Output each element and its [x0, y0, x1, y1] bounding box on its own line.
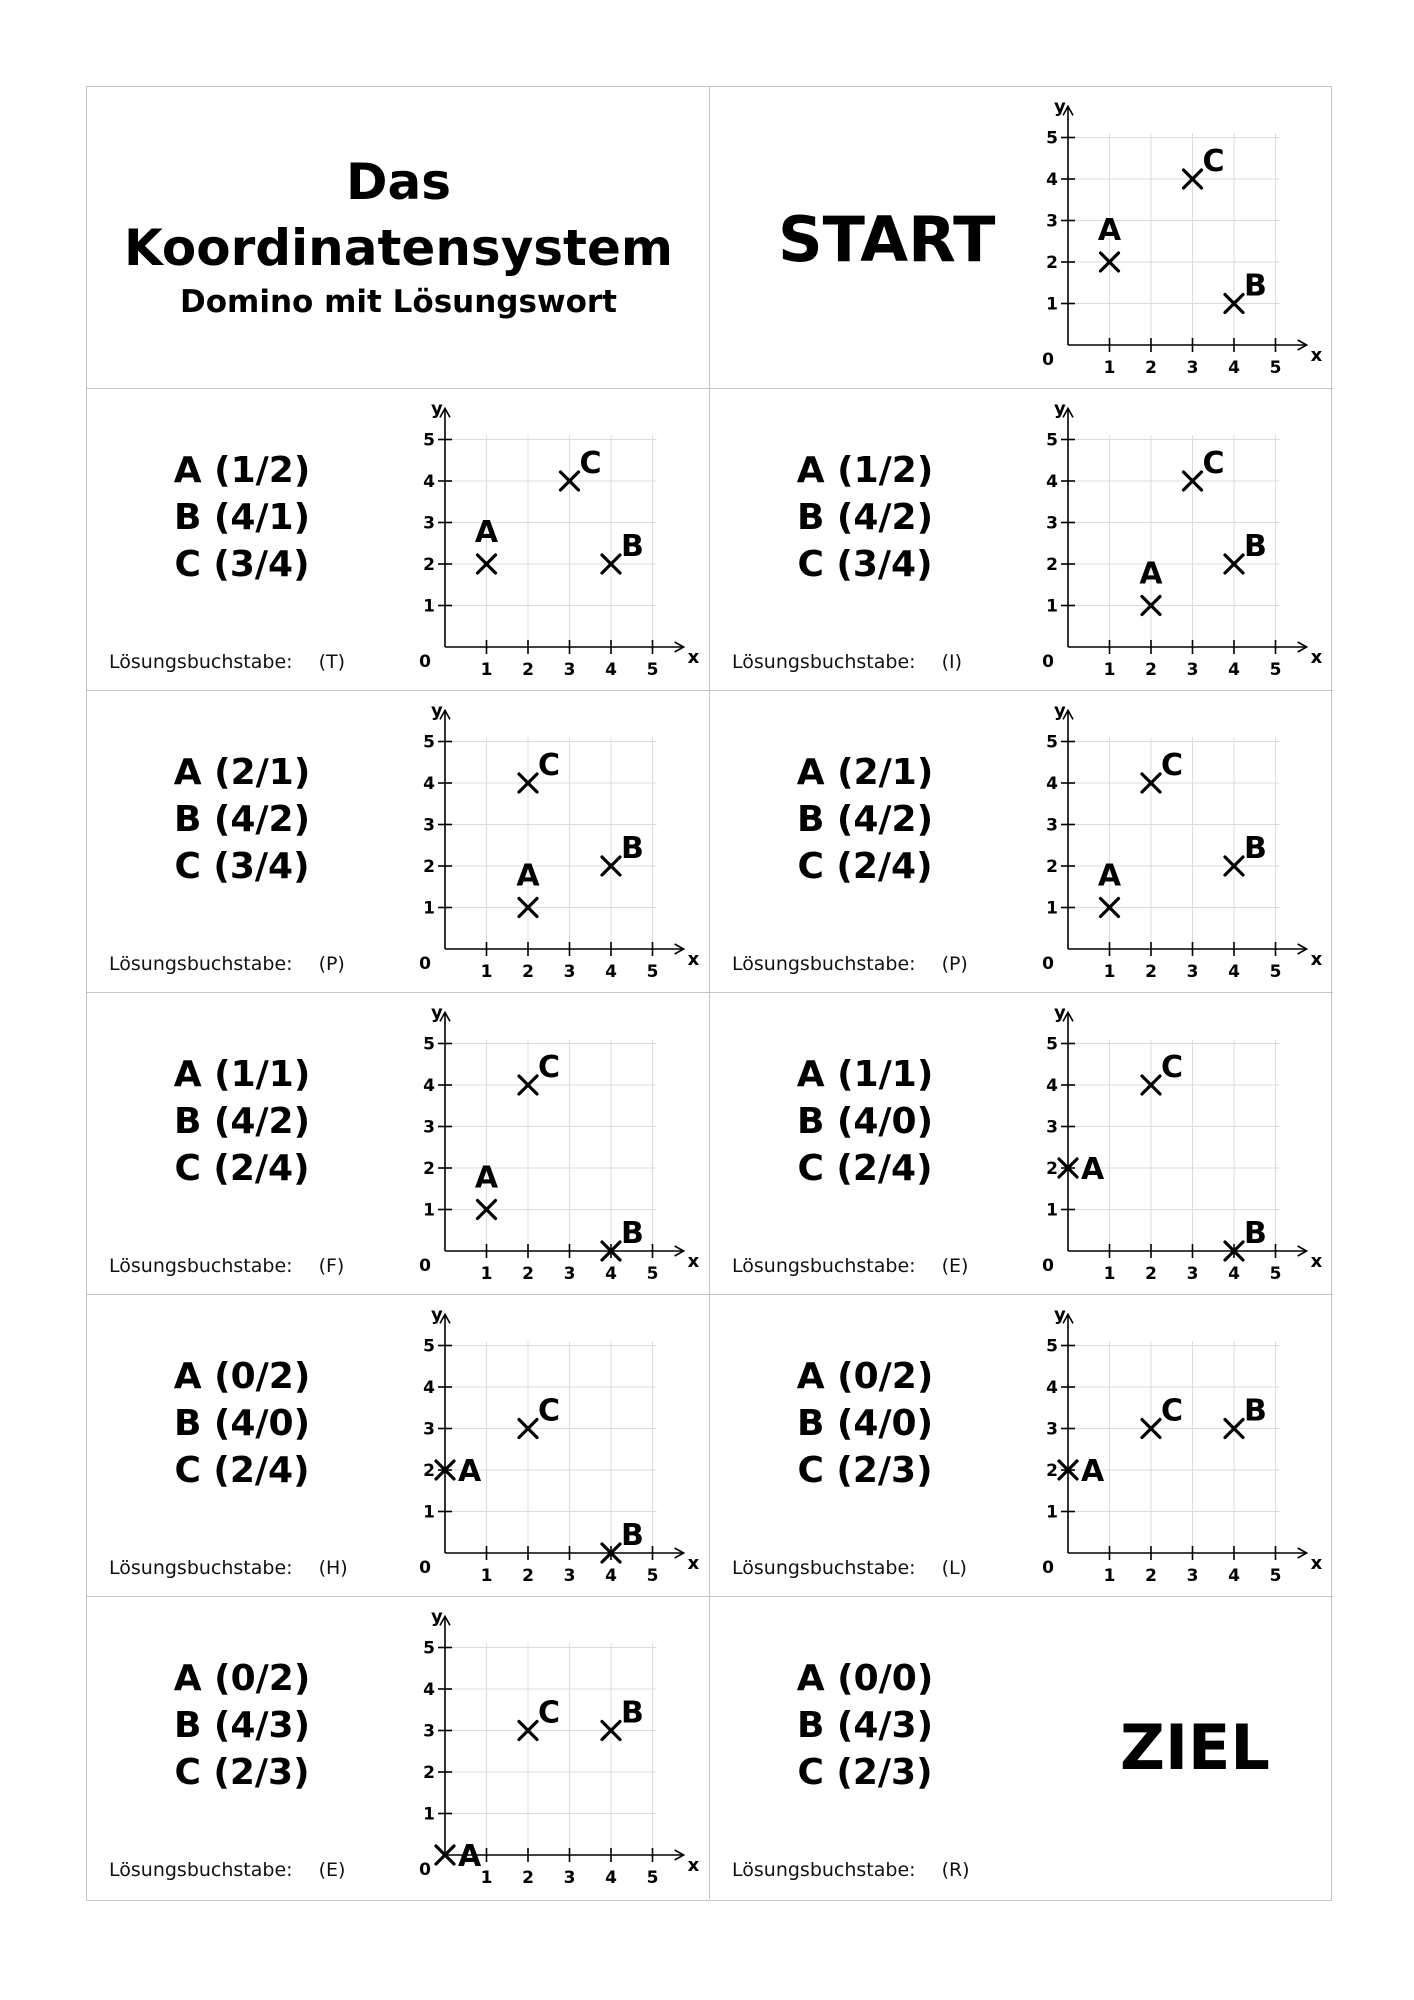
- domino-card: [87, 993, 710, 1295]
- point-label: C: [1202, 144, 1225, 179]
- point-label: C: [1161, 1050, 1184, 1085]
- x-tick-label: 2: [522, 962, 534, 982]
- y-tick-label: 5: [423, 430, 435, 451]
- axes: [1061, 1314, 1307, 1560]
- x-axis-label: x: [687, 1553, 700, 1574]
- y-tick-label: 3: [1046, 211, 1058, 232]
- x-tick-label: 2: [1145, 358, 1157, 378]
- x-tick-label: 3: [563, 660, 576, 680]
- x-tick-label: 5: [1269, 1264, 1282, 1284]
- y-axis-label: y: [431, 1606, 443, 1628]
- point-label: B: [1244, 529, 1267, 564]
- x-tick-label: 3: [1186, 358, 1199, 378]
- solution-label: Lösungsbuchstabe:: [732, 1557, 916, 1579]
- y-tick-label: 5: [1046, 732, 1058, 753]
- y-tick-label: 5: [1046, 128, 1058, 149]
- y-tick-label: 3: [1046, 1117, 1058, 1138]
- coordinate-line: B (4/2): [173, 799, 311, 840]
- x-tick-label: 1: [1103, 660, 1116, 680]
- origin-label: 0: [419, 1558, 431, 1578]
- coordinate-line: B (4/3): [796, 1705, 934, 1746]
- y-tick-label: 4: [423, 1680, 435, 1700]
- start-plot: [1038, 96, 1323, 378]
- domino-card: [87, 1295, 710, 1597]
- point-label: A: [1097, 858, 1122, 894]
- origin-label: 0: [1042, 1558, 1054, 1578]
- coordinate-list: [710, 749, 1020, 890]
- x-tick-label: 4: [1228, 1566, 1240, 1586]
- coordinate-line: A (0/2): [796, 1356, 934, 1397]
- y-tick-label: 2: [423, 1763, 435, 1783]
- x-tick-label: 2: [1145, 1566, 1157, 1586]
- coordinate-line: A (1/1): [173, 1054, 311, 1095]
- coordinate-line: C (2/3): [797, 1450, 933, 1491]
- y-tick-label: 4: [1046, 1378, 1058, 1398]
- x-tick-label: 3: [563, 1868, 576, 1888]
- solution-label: Lösungsbuchstabe:: [109, 1255, 293, 1277]
- coordinate-plot: [415, 1606, 700, 1888]
- coordinate-line: B (4/3): [173, 1705, 311, 1746]
- y-tick-label: 1: [423, 1804, 435, 1825]
- y-tick-label: 4: [1046, 472, 1058, 492]
- x-tick-label: 4: [1228, 962, 1240, 982]
- solution-label: Lösungsbuchstabe:: [732, 953, 916, 975]
- point-label: A: [458, 1454, 482, 1489]
- coordinate-line: C (3/4): [174, 846, 310, 887]
- point-label: A: [1081, 1152, 1105, 1187]
- y-tick-label: 3: [1046, 815, 1058, 836]
- coordinate-line: A (2/1): [173, 752, 311, 793]
- solution-line: [732, 1255, 968, 1277]
- origin-label: 0: [1042, 1256, 1054, 1276]
- point-label: A: [1139, 556, 1163, 592]
- point-label: B: [621, 529, 644, 564]
- x-tick-label: 1: [480, 660, 493, 680]
- axes: [438, 710, 684, 956]
- x-tick-label: 1: [1103, 1566, 1116, 1586]
- grid: [445, 1643, 657, 1855]
- coordinate-plot: [1038, 1304, 1323, 1586]
- solution-letter: (R): [941, 1859, 970, 1881]
- point-label: A: [516, 858, 540, 894]
- x-tick-label: 3: [1186, 962, 1199, 982]
- point-label: B: [1244, 1216, 1267, 1251]
- point-label: C: [538, 1393, 561, 1429]
- domino-card: [87, 691, 710, 993]
- end-label: ZIEL: [1120, 1711, 1270, 1784]
- solution-line: [109, 1255, 344, 1277]
- x-tick-label: 2: [522, 1566, 534, 1586]
- domino-card: [87, 1597, 710, 1899]
- domino-sheet: [86, 86, 1332, 1901]
- coordinate-list: [710, 1655, 1020, 1796]
- coordinate-list: [710, 1353, 1020, 1494]
- x-tick-label: 4: [605, 962, 617, 982]
- domino-card: [710, 389, 1333, 691]
- x-tick-label: 1: [1103, 358, 1116, 378]
- x-axis-label: x: [1310, 345, 1323, 366]
- origin-label: 0: [1042, 350, 1054, 370]
- x-axis-label: x: [1310, 949, 1323, 970]
- coordinate-list: [87, 1655, 397, 1796]
- x-tick-label: 4: [605, 660, 617, 680]
- coordinate-line: A (1/1): [796, 1054, 934, 1095]
- page-title-line1: Das: [345, 153, 451, 211]
- coordinate-line: B (4/2): [796, 799, 934, 840]
- point-label: B: [621, 831, 644, 866]
- coordinate-list: [710, 1051, 1020, 1192]
- y-axis-label: y: [431, 1304, 443, 1326]
- y-tick-label: 1: [1046, 1200, 1058, 1221]
- domino-card: [87, 389, 710, 691]
- x-axis-label: x: [1310, 1553, 1323, 1574]
- y-tick-label: 2: [1046, 857, 1058, 877]
- x-tick-label: 1: [1103, 1264, 1116, 1284]
- coordinate-line: B (4/2): [173, 1101, 311, 1142]
- y-axis-label: y: [1054, 398, 1066, 420]
- x-tick-label: 3: [1186, 660, 1199, 680]
- solution-line: [732, 953, 968, 975]
- domino-card: [710, 691, 1333, 993]
- solution-label: Lösungsbuchstabe:: [732, 1859, 916, 1881]
- y-tick-label: 3: [423, 1117, 435, 1138]
- point-label: A: [474, 1160, 499, 1196]
- y-tick-label: 4: [1046, 170, 1058, 190]
- point-label: B: [1244, 831, 1267, 866]
- y-axis-label: y: [431, 398, 443, 420]
- x-axis-label: x: [687, 1855, 700, 1876]
- coordinate-line: C (3/4): [797, 544, 933, 585]
- point-label: B: [621, 1216, 644, 1251]
- coordinate-line: C (3/4): [174, 544, 310, 585]
- point-label: B: [621, 1518, 644, 1553]
- page-subtitle: Domino mit Lösungswort: [180, 284, 617, 320]
- y-axis-label: y: [431, 1002, 443, 1024]
- x-tick-label: 5: [1269, 1566, 1282, 1586]
- x-tick-label: 1: [480, 1566, 493, 1586]
- y-tick-label: 1: [423, 596, 435, 617]
- y-tick-label: 4: [423, 774, 435, 794]
- y-tick-label: 3: [423, 1419, 435, 1440]
- y-axis-label: y: [1054, 96, 1066, 118]
- point-label: A: [474, 515, 499, 550]
- solution-letter: (P): [941, 953, 968, 975]
- x-tick-label: 2: [522, 660, 534, 680]
- origin-label: 0: [419, 652, 431, 672]
- origin-label: 0: [1042, 954, 1054, 974]
- x-tick-label: 2: [1145, 962, 1157, 982]
- x-tick-label: 4: [1228, 660, 1240, 680]
- grid: [1068, 1341, 1280, 1553]
- axes: [1061, 1012, 1307, 1258]
- coordinate-line: C (2/4): [174, 1148, 310, 1189]
- x-tick-label: 1: [480, 1868, 493, 1888]
- x-tick-label: 3: [563, 1264, 576, 1284]
- point-label: C: [1202, 446, 1225, 481]
- y-tick-label: 4: [423, 1076, 435, 1096]
- y-tick-label: 1: [1046, 596, 1058, 617]
- point-label: B: [621, 1695, 644, 1731]
- y-axis-label: y: [431, 700, 443, 722]
- solution-letter: (E): [941, 1255, 969, 1277]
- y-tick-label: 3: [1046, 513, 1058, 534]
- coordinate-list: [87, 1353, 397, 1494]
- point-label: A: [1097, 213, 1122, 248]
- x-tick-label: 2: [522, 1264, 534, 1284]
- page-title-line2: Koordinatensystem: [124, 219, 673, 277]
- coordinate-line: A (0/2): [173, 1356, 311, 1397]
- point-label: B: [1244, 268, 1267, 304]
- coordinate-line: B (4/0): [796, 1101, 934, 1142]
- x-tick-label: 5: [1269, 358, 1282, 378]
- y-axis-label: y: [1054, 1002, 1066, 1024]
- y-tick-label: 5: [423, 1336, 435, 1357]
- x-axis-label: x: [687, 647, 700, 668]
- start-label: START: [778, 203, 996, 276]
- coordinate-line: B (4/1): [173, 497, 311, 538]
- x-tick-label: 4: [605, 1264, 617, 1284]
- x-tick-label: 3: [1186, 1264, 1199, 1284]
- solution-letter: (H): [318, 1557, 348, 1579]
- y-tick-label: 3: [423, 815, 435, 836]
- coordinate-line: A (1/2): [796, 450, 934, 491]
- y-tick-label: 2: [1046, 555, 1058, 575]
- solution-line: [732, 1859, 970, 1881]
- coordinate-list: [87, 1051, 397, 1192]
- x-tick-label: 4: [605, 1868, 617, 1888]
- solution-line: [109, 1557, 348, 1579]
- coordinate-plot: [1038, 1002, 1323, 1284]
- y-tick-label: 5: [423, 732, 435, 753]
- solution-label: Lösungsbuchstabe:: [732, 1255, 916, 1277]
- solution-line: [109, 953, 345, 975]
- coordinate-line: C (2/4): [797, 1148, 933, 1189]
- point-label: C: [1161, 1393, 1184, 1429]
- coordinate-line: C (2/3): [174, 1752, 310, 1793]
- coordinate-line: A (0/2): [173, 1658, 311, 1699]
- start-card: [710, 87, 1333, 389]
- y-tick-label: 3: [423, 513, 435, 534]
- y-tick-label: 4: [423, 472, 435, 492]
- coordinate-line: A (1/2): [173, 450, 311, 491]
- y-tick-label: 1: [423, 898, 435, 919]
- x-tick-label: 4: [605, 1566, 617, 1586]
- coordinate-plot: [1038, 398, 1323, 680]
- coordinate-plot: [1038, 700, 1323, 982]
- point-label: C: [538, 748, 561, 783]
- domino-card: [710, 993, 1333, 1295]
- x-tick-label: 3: [563, 1566, 576, 1586]
- domino-card: [710, 1597, 1333, 1899]
- x-axis-label: x: [1310, 647, 1323, 668]
- y-tick-label: 4: [1046, 1076, 1058, 1096]
- y-tick-label: 5: [1046, 1336, 1058, 1357]
- y-tick-label: 4: [423, 1378, 435, 1398]
- x-tick-label: 3: [563, 962, 576, 982]
- solution-letter: (L): [941, 1557, 967, 1579]
- y-tick-label: 2: [423, 1461, 435, 1481]
- point-label: A: [458, 1839, 482, 1874]
- solution-line: [109, 651, 345, 673]
- coordinate-plot: [415, 1304, 700, 1586]
- coordinate-line: B (4/0): [173, 1403, 311, 1444]
- solution-label: Lösungsbuchstabe:: [109, 651, 293, 673]
- solution-label: Lösungsbuchstabe:: [109, 1557, 293, 1579]
- coordinate-list: [87, 447, 397, 588]
- coordinate-plot: [415, 1002, 700, 1284]
- x-tick-label: 5: [646, 962, 659, 982]
- y-tick-label: 2: [423, 555, 435, 575]
- domino-card: [710, 1295, 1333, 1597]
- coordinate-line: B (4/0): [796, 1403, 934, 1444]
- y-tick-label: 2: [423, 857, 435, 877]
- x-axis-label: x: [687, 1251, 700, 1272]
- solution-letter: (P): [318, 953, 345, 975]
- y-tick-label: 4: [1046, 774, 1058, 794]
- axes: [1061, 408, 1307, 654]
- point-label: C: [538, 1695, 561, 1731]
- x-tick-label: 2: [522, 1868, 534, 1888]
- y-tick-label: 2: [423, 1159, 435, 1179]
- y-tick-label: 1: [1046, 898, 1058, 919]
- coordinate-line: B (4/2): [796, 497, 934, 538]
- title-block: [87, 149, 710, 323]
- solution-line: [732, 651, 962, 673]
- x-tick-label: 4: [1228, 358, 1240, 378]
- y-axis-label: y: [1054, 1304, 1066, 1326]
- coordinate-line: C (2/4): [797, 846, 933, 887]
- y-tick-label: 3: [1046, 1419, 1058, 1440]
- x-axis-label: x: [687, 949, 700, 970]
- y-tick-label: 1: [423, 1502, 435, 1523]
- x-axis-label: x: [1310, 1251, 1323, 1272]
- axes: [438, 1012, 684, 1258]
- origin-label: 0: [419, 954, 431, 974]
- y-tick-label: 5: [1046, 1034, 1058, 1055]
- x-tick-label: 4: [1228, 1264, 1240, 1284]
- solution-label: Lösungsbuchstabe:: [732, 651, 916, 673]
- y-tick-label: 5: [1046, 430, 1058, 451]
- origin-label: 0: [419, 1256, 431, 1276]
- coordinate-list: [710, 447, 1020, 588]
- origin-label: 0: [1042, 652, 1054, 672]
- y-tick-label: 5: [423, 1638, 435, 1659]
- x-tick-label: 1: [480, 1264, 493, 1284]
- x-tick-label: 5: [1269, 660, 1282, 680]
- origin-label: 0: [419, 1860, 431, 1880]
- x-tick-label: 5: [646, 1868, 659, 1888]
- solution-letter: (E): [318, 1859, 346, 1881]
- y-tick-label: 2: [1046, 253, 1058, 273]
- y-tick-label: 1: [1046, 1502, 1058, 1523]
- y-axis-label: y: [1054, 700, 1066, 722]
- x-tick-label: 5: [646, 1566, 659, 1586]
- point-label: C: [1161, 748, 1184, 783]
- coordinate-line: C (2/4): [174, 1450, 310, 1491]
- x-tick-label: 2: [1145, 660, 1157, 680]
- x-tick-label: 5: [646, 660, 659, 680]
- solution-letter: (I): [941, 651, 962, 673]
- solution-label: Lösungsbuchstabe:: [109, 953, 293, 975]
- y-tick-label: 3: [423, 1721, 435, 1742]
- point-label: A: [1081, 1454, 1105, 1489]
- y-tick-label: 5: [423, 1034, 435, 1055]
- solution-line: [732, 1557, 967, 1579]
- coordinate-line: A (0/0): [796, 1658, 934, 1699]
- x-tick-label: 5: [646, 1264, 659, 1284]
- solution-letter: (T): [318, 651, 345, 673]
- coordinate-plot: [415, 700, 700, 982]
- solution-line: [109, 1859, 345, 1881]
- x-tick-label: 2: [1145, 1264, 1157, 1284]
- x-tick-label: 3: [1186, 1566, 1199, 1586]
- point-label: C: [579, 446, 602, 481]
- x-tick-label: 5: [1269, 962, 1282, 982]
- point-label: B: [1244, 1393, 1267, 1429]
- axes: [1061, 710, 1307, 956]
- coordinate-plot: [415, 398, 700, 680]
- axes: [438, 1314, 684, 1560]
- y-tick-label: 2: [1046, 1461, 1058, 1481]
- solution-letter: (F): [318, 1255, 345, 1277]
- y-tick-label: 1: [423, 1200, 435, 1221]
- y-tick-label: 2: [1046, 1159, 1058, 1179]
- x-tick-label: 1: [1103, 962, 1116, 982]
- coordinate-line: A (2/1): [796, 752, 934, 793]
- coordinate-line: C (2/3): [797, 1752, 933, 1793]
- point-label: C: [538, 1050, 561, 1085]
- title-card: [87, 87, 710, 389]
- x-tick-label: 1: [480, 962, 493, 982]
- solution-label: Lösungsbuchstabe:: [109, 1859, 293, 1881]
- coordinate-list: [87, 749, 397, 890]
- axes: [438, 1616, 684, 1862]
- y-tick-label: 1: [1046, 294, 1058, 315]
